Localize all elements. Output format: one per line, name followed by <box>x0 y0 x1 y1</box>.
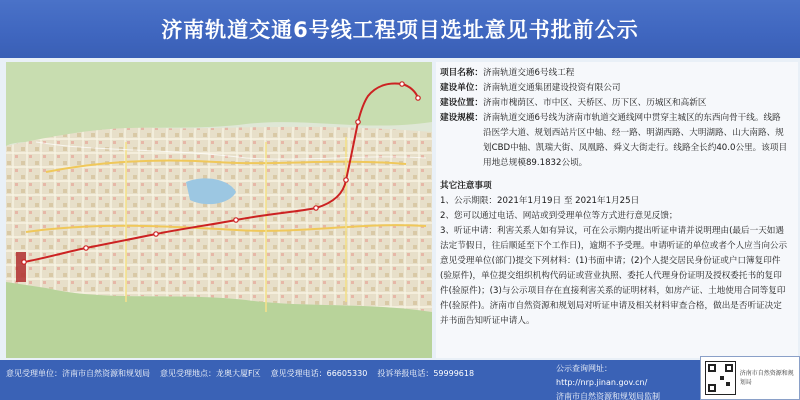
qr-caption: 济南市自然资源和规划局 <box>739 370 794 386</box>
page-title: 济南轨道交通6号线工程项目选址意见书批前公示 <box>161 18 639 42</box>
footer-bar <box>0 360 800 400</box>
route-map-image <box>6 62 432 358</box>
page-title-bar <box>0 0 800 58</box>
info-location <box>440 96 788 111</box>
qr-code-panel <box>700 356 800 400</box>
announcement-content <box>436 62 798 358</box>
info-label: 建设位置： <box>440 98 483 108</box>
notice-item-feedback: 2、您可以通过电话、网站或到受理单位等方式进行意见反馈； <box>440 211 678 221</box>
info-builder <box>440 81 788 96</box>
site-label: 公示查询网址： <box>556 364 612 373</box>
info-value: 济南轨道交通6号线为济南市轨道交通线网中贯穿主城区的东西向骨干线。线路沿医学大道、规划西站片区中轴、经一路、明湖西路、大明湖路、山大南路、规划CBD中轴、凯瑞大街、凤凰路、舜义大街走行。线路全长约40.0公里。该项目用地总规模89.1832公顷。 <box>482 113 788 168</box>
info-value: 济南轨道交通集团建设投资有限公司 <box>482 83 621 93</box>
info-label: 建设规模： <box>440 113 483 123</box>
notice-item-hearing: 3、听证申请：利害关系人如有异议，可在公示期内提出听证申请并说明理由(最后一天如遇法定节假日，往后顺延至下个工作日)，逾期不予受理。申请听证的单位或者个人应当向公示意见受理单位(部门)提交下列材料：(1)书面申请；(2)个人提交居民身份证或户口簿复印件(验原件)，单位提交组织机构代码证或营业执照、委托人代理身份证明及授权委托书的复印件(验原件)；(3)与公示项目存在直接利害关系的证明材料，如房产证、土地使用合同等复印件(验原件)。济南市自然资源和规划局对听证申请及相关材料审查合格，做出是否听证决定并书面告知听证申请人。 <box>440 226 788 326</box>
notice-heading: 其它注意事项 <box>440 181 492 191</box>
site-url-link[interactable]: http://nrp.jinan.gov.cn/ <box>556 378 648 387</box>
footer-item-place: 意见受理地点：龙奥大厦F区 <box>160 369 261 378</box>
info-scale <box>440 111 788 171</box>
notice-item-period: 1、公示期限：2021年1月19日 至 2021年1月25日 <box>440 196 640 206</box>
qr-code-icon <box>705 361 736 395</box>
footer-item-unit: 意见受理单位：济南市自然资源和规划局 <box>6 369 150 378</box>
footer-item-phone: 意见受理电话：66605330 <box>270 369 368 378</box>
issuer-text: 济南市自然资源和规划局监制 <box>556 392 660 400</box>
footer-site-block <box>556 362 696 400</box>
info-value: 济南市槐荫区、市中区、天桥区、历下区、历城区和高新区 <box>482 98 707 108</box>
route-map <box>6 62 432 358</box>
info-value: 济南轨道交通6号线工程 <box>482 68 575 78</box>
footer-item-report-phone: 投诉举报电话：59999618 <box>377 369 475 378</box>
info-label: 项目名称： <box>440 68 483 78</box>
footer-contact-row <box>6 368 474 379</box>
info-label: 建设单位： <box>440 83 483 93</box>
info-project-name <box>440 66 788 81</box>
